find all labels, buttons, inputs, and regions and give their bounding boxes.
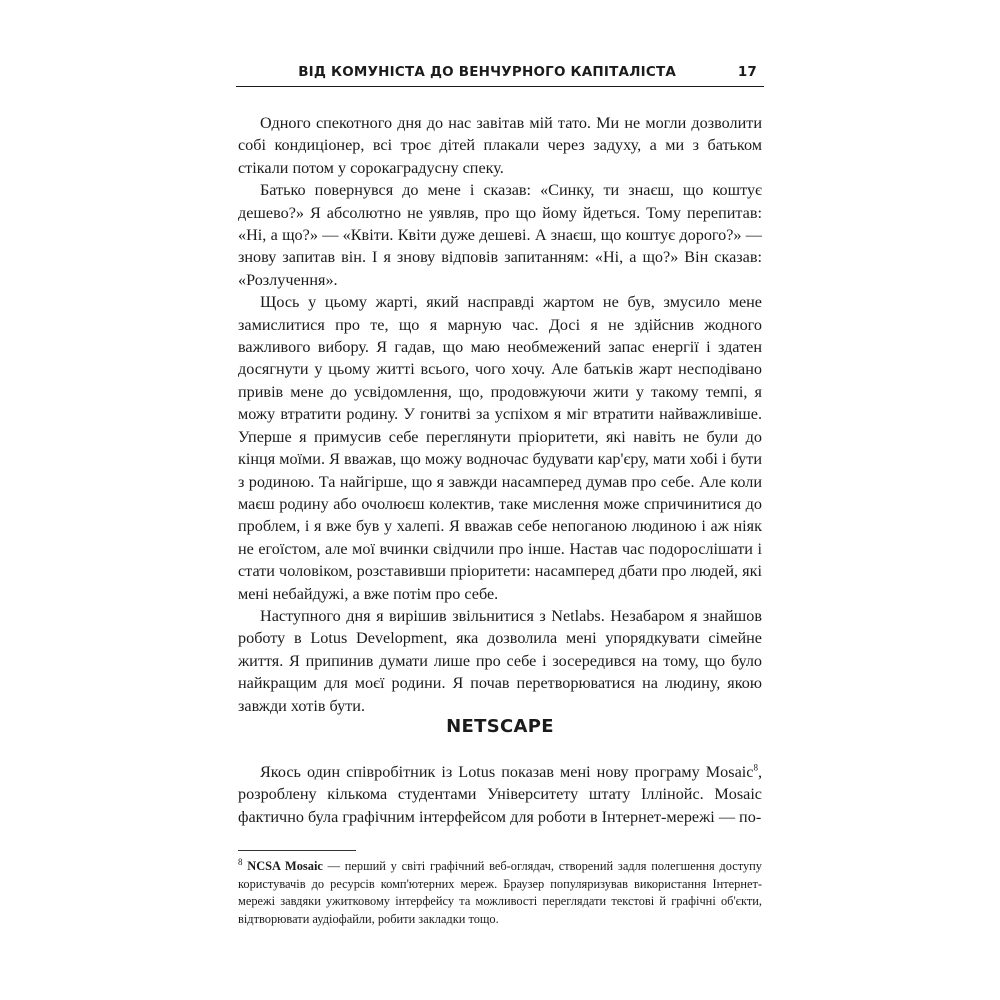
footnote-marker: 8 — [238, 856, 243, 867]
paragraph: Наступного дня я вирішив звільнитися з Netlabs. Незабаром я знайшов роботу в Lotus Development, яка дозволила мені упорядкувати сімейне життя. Я припинив думати лише про себе і зосередився на тому, що було найкращим для моєї родини. Я почав перетворюватися на людину, якою завжди хотів бути. — [238, 606, 762, 715]
footnote-body: — перший у світі графічний веб-оглядач, створений задля полегшення доступу користувачів до ресурсів комп'ютерних мереж. Браузер популяризував використання Інтернет-мережі завдяки ужитковому інтерфейсу та можливості переглядати текстові й графічні об'єкти, відтворювати аудіофайли, робити закладки тощо. — [238, 859, 762, 926]
section-text — [238, 761, 762, 828]
paragraph — [238, 761, 762, 828]
page-number: 17 — [737, 64, 757, 80]
footnote-reference: 8 — [753, 762, 758, 773]
footnote-term: NCSA Mosaic — [247, 859, 323, 873]
footnote — [238, 858, 762, 928]
main-text — [238, 112, 762, 717]
footnote-text — [238, 858, 762, 928]
paragraph: Батько повернувся до мене і сказав: «Синку, ти знаєш, що коштує дешево?» Я абсолютно не уявляв, про що йому йдеться. Тому перепитав: «Ні, а що?» — «Квіти. Квіти дуже дешеві. А знаєш, що коштує дорого?» — знову запитав він. І я знову відповів запитанням: «Ні, а що?» Він сказав: «Розлучення». — [238, 181, 762, 289]
running-head-title: ВІД КОМУНІСТА ДО ВЕНЧУРНОГО КАПІТАЛІСТА — [298, 64, 676, 80]
paragraph-text-start: Якось один співробітник із Lotus показав мені нову програму Mosaic — [260, 763, 754, 781]
section-heading: NETSCAPE — [446, 716, 554, 737]
paragraph: Одного спекотного дня до нас завітав мій тато. Ми не могли дозволити собі кондиціонер, всі троє дітей плакали через задуху, а ми з батьком стікали потом у сорокаградусну спеку. — [238, 114, 762, 177]
footnote-rule — [238, 850, 356, 851]
paragraph-text-end: , розроблену кількома студентами Університету штату Іллінойс. Mosaic фактично була графічним інтерфейсом для роботи в Інтернет-мережі — по- — [238, 763, 762, 826]
running-head — [236, 64, 764, 84]
header-rule — [236, 86, 764, 87]
paragraph: Щось у цьому жарті, який насправді жартом не був, змусило мене замислитися про те, що я марную час. Досі я не здійснив жодного важливого вибору. Я гадав, що маю необмежений запас енергії і здатен досягнути у цьому житті всього, чого хочу. Але батьків жарт несподівано привів мене до усвідомлення, що, продовжуючи жити у такому темпі, я можу втратити родину. У гонитві за успіхом я міг втратити найважливіше. Уперше я примусив себе переглянути пріоритети, які навіть не були до кінця моїми. Я вважав, що можу водночас будувати кар'єру, мати хобі і бути з родиною. Та найгірше, що я завжди насамперед думав про себе. Але коли маєш родину або очолюєш колектив, таке мислення може спричинитися до проблем, і я вже був у халепі. Я вважав себе непоганою людиною і аж ніяк не егоїстом, але мої вчинки свідчили про інше. Настав час подорослішати і стати чоловіком, розставивши пріоритети: насамперед дбати про людей, які мені небайдужі, а вже потім про себе. — [238, 293, 762, 603]
